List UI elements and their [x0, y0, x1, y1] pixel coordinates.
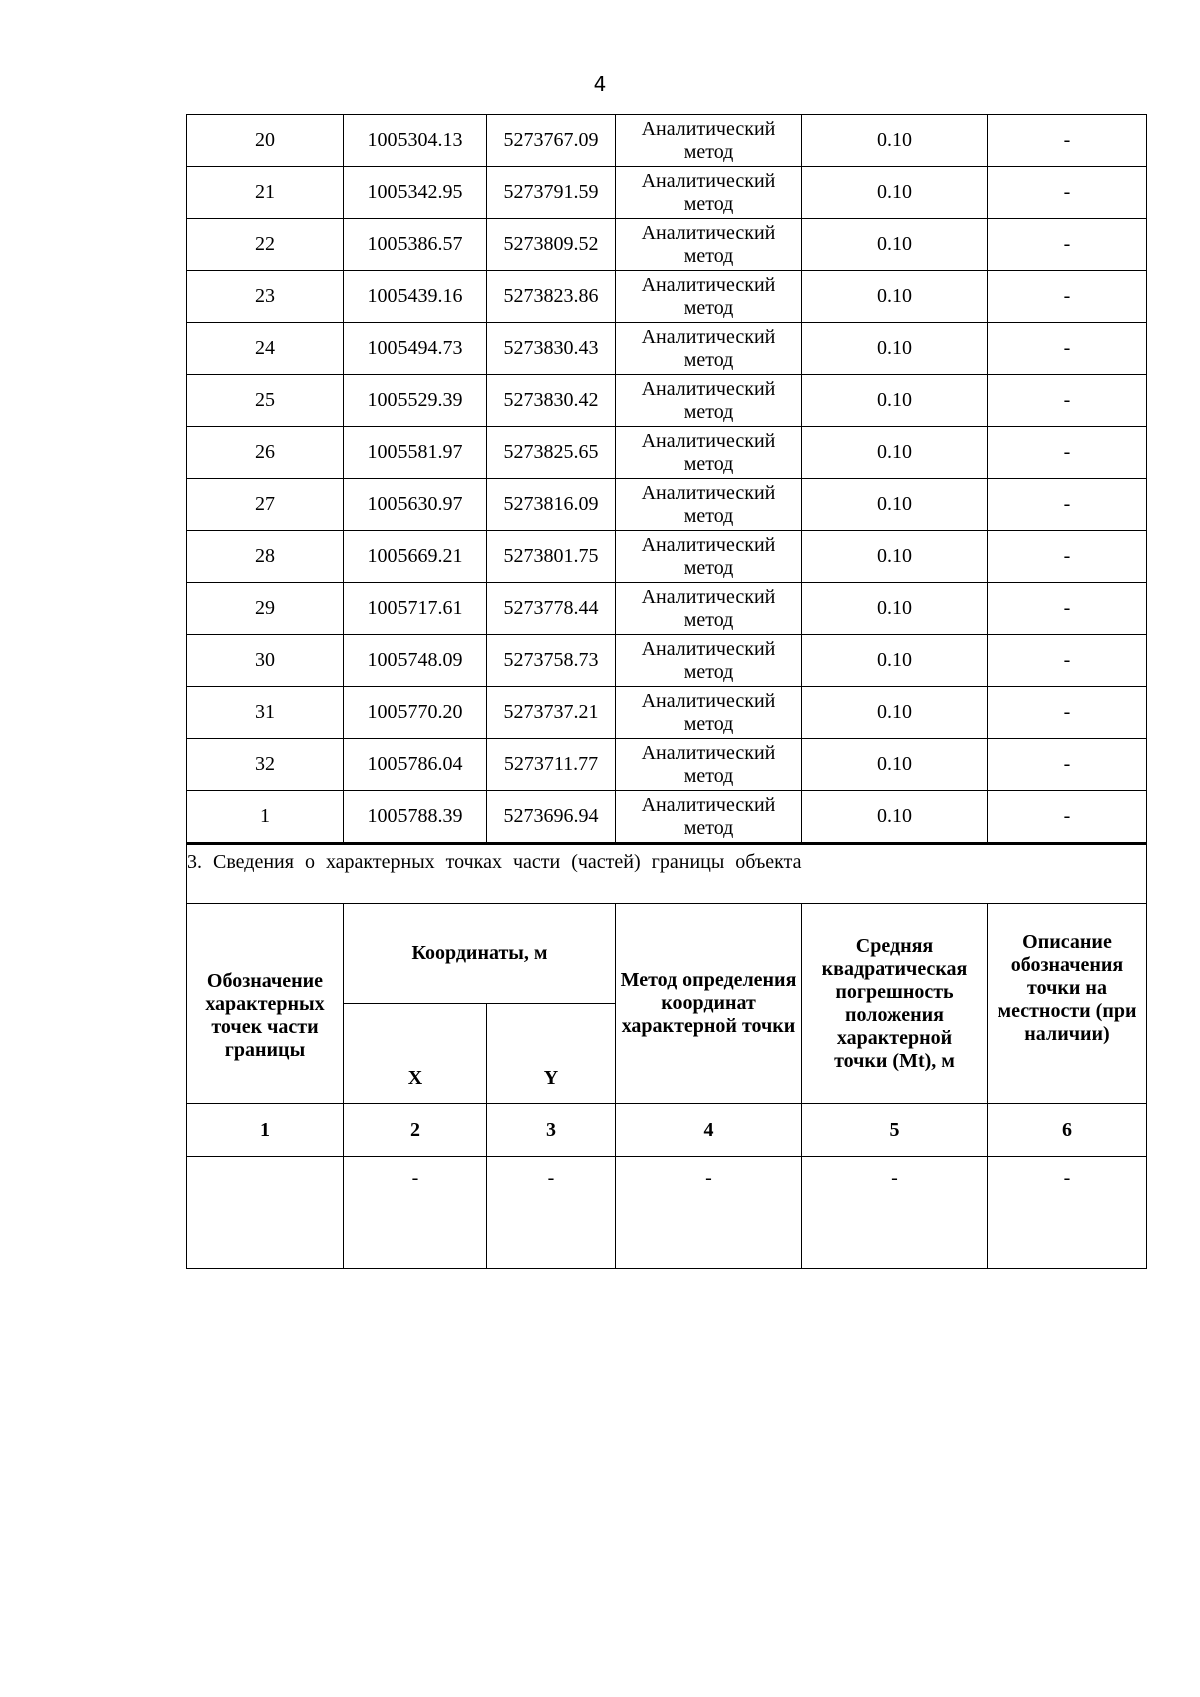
method-line1: Аналитический: [641, 481, 776, 504]
method-line2: метод: [683, 764, 734, 787]
method-line1: Аналитический: [641, 117, 776, 140]
cell-mt: 0.10: [802, 791, 988, 844]
cell-method: [616, 479, 802, 531]
header-y: [487, 1004, 616, 1104]
cell-description: -: [988, 115, 1147, 167]
method-line1: Аналитический: [641, 429, 776, 452]
cell-method: [616, 739, 802, 791]
table-row: [187, 323, 1147, 375]
cell-mt: 0.10: [802, 271, 988, 323]
cell-y: 5273830.43: [487, 323, 616, 375]
method-line2: метод: [683, 504, 734, 527]
cell-mt: 0.10: [802, 323, 988, 375]
cell-y: 5273801.75: [487, 531, 616, 583]
header-method-label: Метод определения координат характерной точки: [620, 969, 797, 1037]
cell-point-number: 30: [187, 635, 344, 687]
cell-y: 5273758.73: [487, 635, 616, 687]
header-description: [988, 904, 1147, 1104]
cell-mt: 0.10: [802, 427, 988, 479]
cell-method: [616, 375, 802, 427]
cell-mt: 0.10: [802, 115, 988, 167]
cell-mt: 0.10: [802, 531, 988, 583]
header-y-label: Y: [543, 1067, 559, 1089]
table-row: [187, 167, 1147, 219]
method-line1: Аналитический: [641, 325, 776, 348]
cell-description: -: [988, 219, 1147, 271]
cell-mt: 0.10: [802, 167, 988, 219]
method-line1: Аналитический: [641, 793, 776, 816]
method-line2: метод: [683, 192, 734, 215]
cell-mt: 0.10: [802, 739, 988, 791]
method-line1: Аналитический: [641, 169, 776, 192]
cell-description: -: [988, 583, 1147, 635]
cell-description: -: [988, 739, 1147, 791]
cell-description: -: [988, 271, 1147, 323]
cell-x: 1005494.73: [344, 323, 487, 375]
col-number: 3: [487, 1104, 616, 1157]
section3: [187, 844, 1147, 1269]
cell-mt: 0.10: [802, 479, 988, 531]
cell-x: 1005304.13: [344, 115, 487, 167]
cell-description: -: [988, 687, 1147, 739]
header-x-label: X: [407, 1067, 423, 1089]
method-line1: Аналитический: [641, 585, 776, 608]
cell-description: -: [988, 1157, 1147, 1269]
cell-description: -: [988, 531, 1147, 583]
table-row: [187, 687, 1147, 739]
cell-method: -: [616, 1157, 802, 1269]
cell-mt: -: [802, 1157, 988, 1269]
cell-method: [616, 427, 802, 479]
cell-y: 5273711.77: [487, 739, 616, 791]
cell-method: [616, 167, 802, 219]
cell-method: [616, 115, 802, 167]
cell-y: 5273830.42: [487, 375, 616, 427]
cell-y: -: [487, 1157, 616, 1269]
cell-point-number: 22: [187, 219, 344, 271]
cell-y: 5273737.21: [487, 687, 616, 739]
cell-y: 5273767.09: [487, 115, 616, 167]
cell-mt: 0.10: [802, 219, 988, 271]
table-row: [187, 791, 1147, 844]
cell-x: 1005529.39: [344, 375, 487, 427]
col-number: 5: [802, 1104, 988, 1157]
col-number: 1: [187, 1104, 344, 1157]
method-line2: метод: [683, 660, 734, 683]
table-row: [187, 739, 1147, 791]
cell-point-number: 24: [187, 323, 344, 375]
cell-point-number: 29: [187, 583, 344, 635]
cell-mt: 0.10: [802, 583, 988, 635]
cell-description: -: [988, 323, 1147, 375]
cell-x: 1005786.04: [344, 739, 487, 791]
header-mean-error: [802, 904, 988, 1104]
cell-point-number: 25: [187, 375, 344, 427]
table-row: [187, 635, 1147, 687]
cell-description: -: [988, 791, 1147, 844]
table-row: [187, 427, 1147, 479]
section3-title: 3. Сведения о характерных точках части (частей) границы объекта: [187, 844, 1147, 904]
cell-description: -: [988, 635, 1147, 687]
method-line1: Аналитический: [641, 741, 776, 764]
table-row: [187, 271, 1147, 323]
cell-method: [616, 271, 802, 323]
boundary-points-table: [186, 114, 1147, 1269]
cell-mt: 0.10: [802, 687, 988, 739]
cell-x: 1005439.16: [344, 271, 487, 323]
method-line1: Аналитический: [641, 533, 776, 556]
method-line2: метод: [683, 348, 734, 371]
header-x: [344, 1004, 487, 1104]
header-coordinates: Координаты, м: [344, 904, 616, 1004]
method-line2: метод: [683, 556, 734, 579]
cell-point-number: 28: [187, 531, 344, 583]
table-row: [187, 219, 1147, 271]
table-row: [187, 531, 1147, 583]
header-method: [616, 904, 802, 1104]
table-row: [187, 115, 1147, 167]
method-line1: Аналитический: [641, 689, 776, 712]
col-number: 2: [344, 1104, 487, 1157]
cell-x: 1005630.97: [344, 479, 487, 531]
cell-x: 1005581.97: [344, 427, 487, 479]
data-rows: [187, 115, 1147, 844]
cell-method: [616, 219, 802, 271]
cell-x: 1005669.21: [344, 531, 487, 583]
cell-y: 5273816.09: [487, 479, 616, 531]
method-line2: метод: [683, 244, 734, 267]
method-line2: метод: [683, 816, 734, 839]
method-line1: Аналитический: [641, 377, 776, 400]
cell-method: [616, 323, 802, 375]
table-row: [187, 583, 1147, 635]
section3-data-row: [187, 1157, 1147, 1269]
cell-x: 1005342.95: [344, 167, 487, 219]
method-line2: метод: [683, 452, 734, 475]
col-number: 4: [616, 1104, 802, 1157]
cell-method: [616, 791, 802, 844]
cell-method: [616, 635, 802, 687]
cell-mt: 0.10: [802, 375, 988, 427]
cell-x: 1005748.09: [344, 635, 487, 687]
header-mean-error-label: Средняя квадратическая погрешность положения характерной точки (Mt), м: [821, 934, 968, 1072]
method-line2: метод: [683, 608, 734, 631]
header-description-label: Описание обозначения точки на местности (при наличии): [997, 931, 1137, 1045]
cell-x: 1005386.57: [344, 219, 487, 271]
cell-y: 5273809.52: [487, 219, 616, 271]
col-number: 6: [988, 1104, 1147, 1157]
cell-point-number: 31: [187, 687, 344, 739]
page-number: 4: [593, 72, 607, 96]
cell-y: 5273791.59: [487, 167, 616, 219]
cell-x: -: [344, 1157, 487, 1269]
cell-description: -: [988, 167, 1147, 219]
method-line1: Аналитический: [641, 637, 776, 660]
cell-x: 1005788.39: [344, 791, 487, 844]
cell-description: -: [988, 427, 1147, 479]
cell-point: [187, 1157, 344, 1269]
cell-method: [616, 583, 802, 635]
cell-y: 5273696.94: [487, 791, 616, 844]
method-line1: Аналитический: [641, 273, 776, 296]
cell-y: 5273823.86: [487, 271, 616, 323]
header-point-designation-label: Обозначение характерных точек части границы: [205, 969, 325, 1061]
method-line2: метод: [683, 296, 734, 319]
method-line1: Аналитический: [641, 221, 776, 244]
table-row: [187, 479, 1147, 531]
cell-x: 1005770.20: [344, 687, 487, 739]
cell-point-number: 23: [187, 271, 344, 323]
method-line2: метод: [683, 400, 734, 423]
cell-description: -: [988, 375, 1147, 427]
cell-x: 1005717.61: [344, 583, 487, 635]
cell-point-number: 26: [187, 427, 344, 479]
method-line2: метод: [683, 712, 734, 735]
cell-point-number: 21: [187, 167, 344, 219]
cell-point-number: 20: [187, 115, 344, 167]
table-row: [187, 375, 1147, 427]
cell-description: -: [988, 479, 1147, 531]
cell-point-number: 27: [187, 479, 344, 531]
cell-method: [616, 687, 802, 739]
column-numbers-row: [187, 1104, 1147, 1157]
header-point-designation: [187, 904, 344, 1104]
method-line2: метод: [683, 140, 734, 163]
cell-point-number: 1: [187, 791, 344, 844]
cell-method: [616, 531, 802, 583]
cell-y: 5273778.44: [487, 583, 616, 635]
cell-point-number: 32: [187, 739, 344, 791]
cell-mt: 0.10: [802, 635, 988, 687]
cell-y: 5273825.65: [487, 427, 616, 479]
